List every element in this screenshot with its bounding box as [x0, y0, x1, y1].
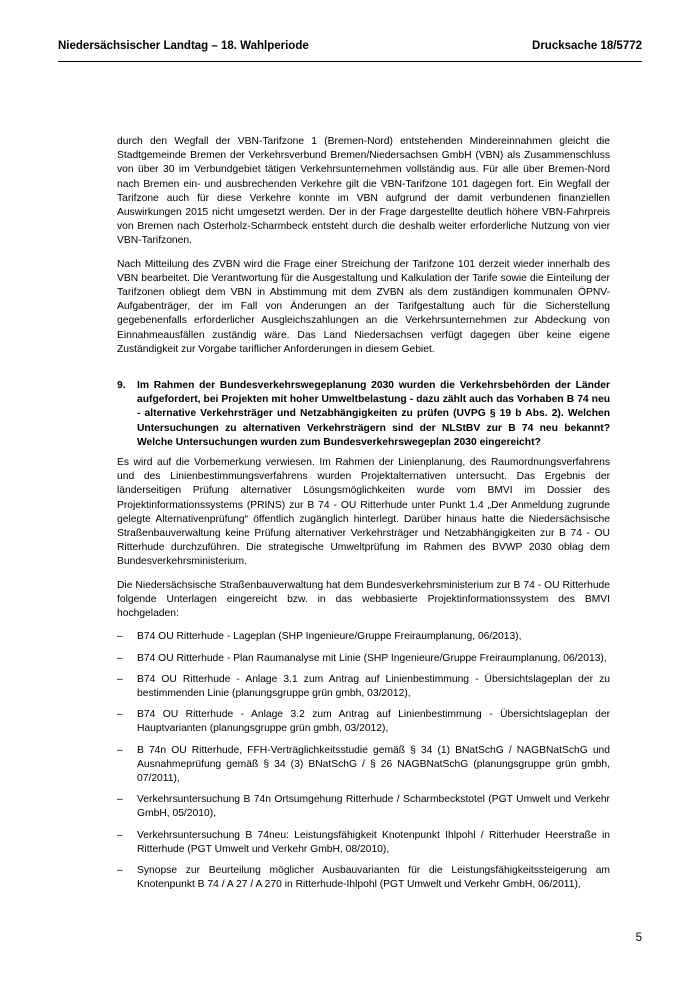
list-item-text: Synopse zur Beurteilung möglicher Ausbauvarianten für die Leistungsfähigkeitssteigerung am Knotenpunkt B 74 / A 27 / A 270 in Ritterhude-Ihlpohl (PGT Umwelt und Verkehr GmbH, 06/2011),: [137, 864, 610, 891]
document-body: [117, 135, 610, 899]
list-dash: –: [117, 709, 123, 721]
document-list: [117, 630, 610, 892]
question-9: [117, 379, 610, 450]
list-dash: –: [117, 864, 123, 876]
list-item: [117, 630, 610, 644]
question-number: 9.: [117, 380, 126, 392]
list-item: [117, 652, 610, 666]
list-item-text: Verkehrsuntersuchung B 74n Ortsumgehung Ritterhude / Scharmbeckstotel (PGT Umwelt und Verkehr GmbH, 05/2010),: [137, 794, 610, 820]
question-text: Im Rahmen der Bundesverkehrswegeplanung 2030 wurden die Verkehrsbehörden der Länder aufgefordert, bei Projekten mit hoher Umweltbelastung - dazu zählt auch das Vorhaben B 74 neu - alternative Verkehrsträger und Netzabhängigkeiten zu prüfen (UVPG § 19 b Abs. 2). Welchen Untersuchungen zu alternativen Verkehrsträgern sind der NLStBV zur B 74 neu bekannt? Welche Untersuchungen wurden zum Bundesverkehrswegeplan 2030 eingereicht?: [137, 380, 610, 448]
page-header: [58, 40, 642, 62]
list-dash: –: [117, 794, 123, 806]
list-dash: –: [117, 744, 123, 756]
list-item-text: Verkehrsuntersuchung B 74neu: Leistungsfähigkeit Knotenpunkt Ihlpohl / Ritterhuder Heerstraße in Ritterhude (PGT Umwelt und Verkehr GmbH, 08/2010),: [137, 829, 610, 855]
list-item: [117, 829, 610, 857]
paragraph: Die Niedersächsische Straßenbauverwaltung hat dem Bundesverkehrsministerium zur B 74 - OU Ritterhude folgende Unterlagen eingereicht bzw. in das webbasierte Projektinformationssystem des BMVI hochgeladen:: [117, 579, 610, 620]
list-dash: –: [117, 652, 123, 664]
list-item: [117, 673, 610, 701]
header-publication: Niedersächsischer Landtag – 18. Wahlperiode: [58, 40, 309, 52]
list-dash: –: [117, 673, 123, 685]
list-item-text: B74 OU Ritterhude - Anlage 3.2 zum Antrag auf Linienbestimmung - Übersichtslageplan der Hauptvarianten (planungsgruppe grün gmbh, 03/2012),: [137, 709, 610, 735]
header-document-number: Drucksache 18/5772: [532, 40, 642, 52]
list-item: [117, 864, 610, 892]
paragraph: Es wird auf die Vorbemerkung verwiesen. Im Rahmen der Linienplanung, des Raumordnungsverfahrens und des Linienbestimmungsverfahrens wurden Projektalternativen untersucht. Das Ergebnis der länderseitigen Prüfung alternativer Lösungsmöglichkeiten wurde vom BMVI im Dossier des Projektinformationssystems (PRINS) zur B 74 - OU Ritterhude unter Punkt 1.4 „Der Anmeldung zugrunde gelegte Alternativenprüfung“ öffentlich zugänglich hinterlegt. Darüber hinaus hatte die Niedersächsische Straßenbauverwaltung keine Prüfung alternativer Verkehrsträger und Netzabhängigkeiten zur B 74 - OU Ritterhude durchzuführen. Die strategische Umweltprüfung im Rahmen des BVWP 2030 oblag dem Bundesverkehrsministerium.: [117, 457, 610, 568]
paragraph: Nach Mitteilung des ZVBN wird die Frage einer Streichung der Tarifzone 101 derzeit wieder innerhalb des VBN bearbeitet. Die Verantwortung für die Ausgestaltung und Kalkulation der Tarife sowie die Einteilung der Tarifzonen obliegt dem VBN in Abstimmung mit dem ZVBN als dem zuständigen kommunalen ÖPNV-Aufgabenträger, der im Fall von Änderungen an der Tarifgestaltung auch für die Sicherstellung gegebenenfalls erforderlicher Ausgleichszahlungen an die Verkehrsunternehmen zur Abdeckung von Einnahmeausfällen zuständig wäre. Das Land Niedersachsen verfügt dagegen über keine eigene Zuständigkeit zur Vorgabe tariflicher Anforderungen in diesem Gebiet.: [117, 258, 610, 355]
paragraph: durch den Wegfall der VBN-Tarifzone 1 (Bremen-Nord) entstehenden Mindereinnahmen gleicht die Stadtgemeinde Bremen der Verkehrsverbund Bremen/Niedersachsen GmbH (VBN) als Zusammenschluss von über 30 im Verbundgebiet tätigen Verkehrsunternehmen vollständig aus. Für alle über Bremen-Nord nach Bremen ein- und ausbrechenden Verkehre gilt die VBN-Tarifzone 101 dagegen fort. Ein Wegfall der Tarifzone auch für diese Verkehre konnte im VBN aufgrund der damit verbundenen finanziellen Auswirkungen 2015 nicht umgesetzt werden. Der in der Frage dargestellte deutlich höhere VBN-Fahrpreis von Bremen nach Osterholz-Scharmbeck entsteht durch die deshalb weiter erforderliche Nutzung von vier VBN-Tarifzonen.: [117, 136, 610, 247]
list-dash: –: [117, 829, 123, 841]
list-item-text: B 74n OU Ritterhude, FFH-Verträglichkeitsstudie gemäß § 34 (1) BNatSchG / NAGBNatSchG und Ausnahmeprüfung gemäß § 34 (3) BNatSchG / § 26 NAGBNatSchG (planungsgruppe grün gmbh, 07/2011),: [137, 744, 610, 784]
list-item: [117, 708, 610, 736]
page-number: 5: [635, 932, 642, 944]
list-item: [117, 793, 610, 821]
list-item-text: B74 OU Ritterhude - Anlage 3.1 zum Antrag auf Linienbestimmung - Übersichtslageplan der zu bestimmenden Linie (planungsgruppe grün gmbh, 03/2012),: [137, 673, 610, 699]
list-dash: –: [117, 631, 123, 643]
list-item-text: B74 OU Ritterhude - Plan Raumanalyse mit Linie (SHP Ingenieure/Gruppe Freiraumplanung, 06/2013),: [137, 652, 607, 664]
list-item: [117, 744, 610, 787]
list-item-text: B74 OU Ritterhude - Lageplan (SHP Ingenieure/Gruppe Freiraumplanung, 06/2013),: [137, 631, 522, 643]
header-divider: [58, 61, 642, 62]
